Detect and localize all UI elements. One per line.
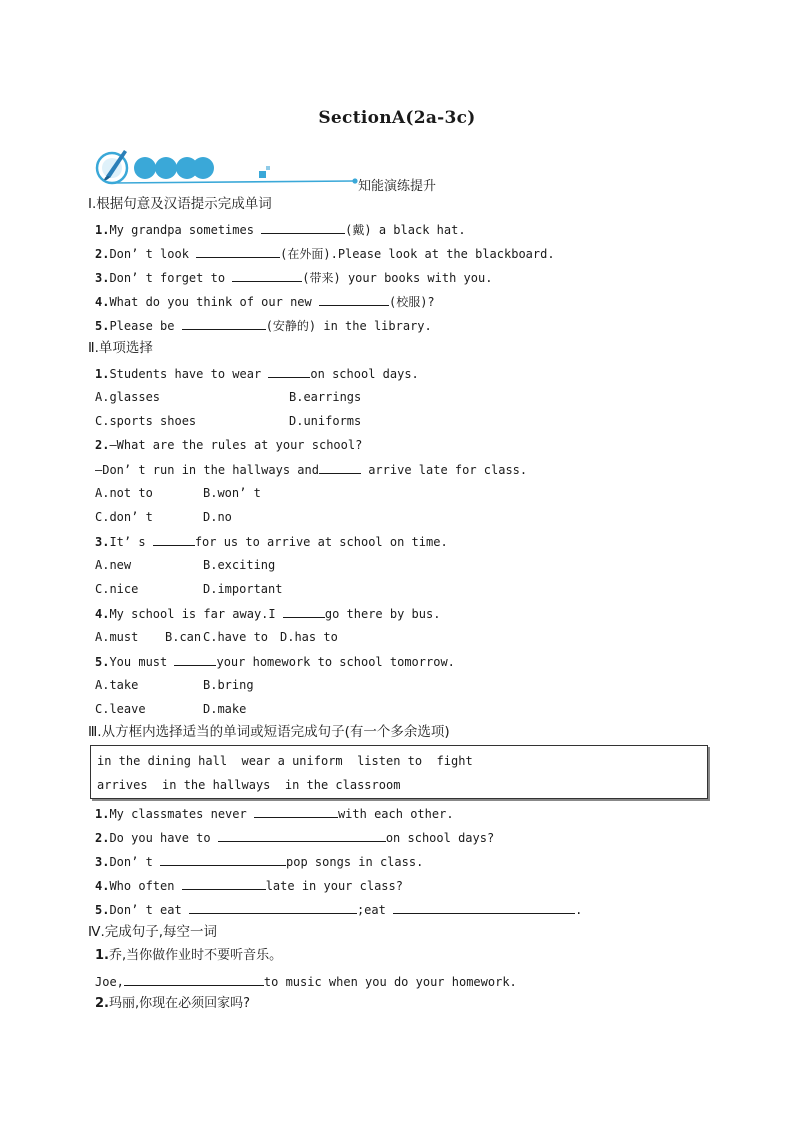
sec2-q4-option-d[interactable]: D.has to	[280, 630, 338, 644]
sec2-q2: 2.—What are the rules at your school?	[95, 438, 363, 452]
sec3-item-1: 1.My classmates never with each other.	[95, 807, 454, 821]
sec2-q3-option-c[interactable]: C.nice	[95, 582, 139, 596]
sec2-q2-option-d[interactable]: D.no	[203, 510, 232, 524]
answer-blank[interactable]	[196, 245, 280, 258]
sec2-q5-option-c[interactable]: C.leave	[95, 702, 146, 716]
sec1-item-4: 4.What do you think of our new (校服)?	[95, 295, 435, 309]
sec2-q1-option-d[interactable]: D.uniforms	[289, 414, 362, 428]
section-2-heading: Ⅱ.单项选择	[88, 340, 153, 356]
sec2-q5-option-b[interactable]: B.bring	[203, 678, 254, 692]
banner-end-dot	[352, 178, 357, 183]
word-bank-box	[90, 745, 708, 799]
sec2-q2-option-b[interactable]: B.won’ t	[203, 486, 261, 500]
sec2-q1-option-b[interactable]: B.earrings	[289, 390, 362, 404]
sec2-q4-option-c[interactable]: C.have to	[203, 630, 269, 644]
banner-square-1	[259, 171, 266, 178]
answer-blank[interactable]	[174, 653, 216, 666]
sec4-q1-chinese: 1.乔,当你做作业时不要听音乐。	[95, 948, 283, 963]
sec1-item-2: 2.Don’ t look (在外面).Please look at the blackboard.	[95, 247, 555, 261]
sec2-q5-option-d[interactable]: D.make	[203, 702, 247, 716]
sec2-q3: 3.It’ s for us to arrive at school on time.	[95, 535, 448, 549]
answer-blank[interactable]	[283, 605, 325, 618]
sec1-item-1: 1.My grandpa sometimes (戴) a black hat.	[95, 223, 466, 237]
answer-blank[interactable]	[268, 365, 310, 378]
answer-blank[interactable]	[124, 973, 264, 986]
sec2-q4-option-b[interactable]: B.can	[165, 630, 202, 644]
answer-blank[interactable]	[319, 293, 389, 306]
answer-blank[interactable]	[218, 829, 386, 842]
sec3-item-4: 4.Who often late in your class?	[95, 879, 403, 893]
section-3-heading: Ⅲ.从方框内选择适当的单词或短语完成句子(有一个多余选项)	[88, 724, 450, 740]
section-1-heading: Ⅰ.根据句意及汉语提示完成单词	[88, 196, 272, 212]
sec2-q4-option-a[interactable]: A.must	[95, 630, 139, 644]
page-title: SectionA(2a-3c)	[318, 108, 476, 128]
sec2-q3-option-d[interactable]: D.important	[203, 582, 283, 596]
word-bank-row-2: arrives in the hallways in the classroom	[97, 778, 401, 792]
sec2-q1-option-c[interactable]: C.sports shoes	[95, 414, 197, 428]
sec2-q2-line2: —Don’ t run in the hallways and arrive late for class.	[95, 463, 528, 477]
sec1-item-3: 3.Don’ t forget to (带来) your books with you.	[95, 271, 493, 285]
sec4-q2-chinese: 2.玛丽,你现在必须回家吗?	[95, 996, 251, 1011]
sec2-q1-option-a[interactable]: A.glasses	[95, 390, 161, 404]
answer-blank[interactable]	[160, 853, 286, 866]
sec1-item-5: 5.Please be (安静的) in the library.	[95, 319, 432, 333]
sec4-q1-sentence: Joe, to music when you do your homework.	[95, 975, 517, 989]
sec2-q4: 4.My school is far away.I go there by bus.	[95, 607, 441, 621]
sec3-item-2: 2.Do you have to on school days?	[95, 831, 495, 845]
sec3-item-5: 5.Don’ t eat ;eat .	[95, 903, 583, 917]
sec2-q2-option-a[interactable]: A.not to	[95, 486, 153, 500]
sec2-q2-option-c[interactable]: C.don’ t	[95, 510, 153, 524]
answer-blank[interactable]	[182, 877, 266, 890]
answer-blank[interactable]	[393, 901, 575, 914]
sec2-q3-option-b[interactable]: B.exciting	[203, 558, 276, 572]
answer-blank[interactable]	[254, 805, 338, 818]
answer-blank[interactable]	[319, 461, 361, 474]
sec2-q3-option-a[interactable]: A.new	[95, 558, 132, 572]
answer-blank[interactable]	[232, 269, 302, 282]
banner-dot-1	[134, 157, 156, 179]
sec2-q5-option-a[interactable]: A.take	[95, 678, 139, 692]
answer-blank[interactable]	[153, 533, 195, 546]
banner-dot-4	[192, 157, 214, 179]
sec3-item-3: 3.Don’ t pop songs in class.	[95, 855, 424, 869]
banner-square-2	[266, 166, 270, 170]
answer-blank[interactable]	[182, 317, 266, 330]
banner-label: 知能演练提升	[358, 179, 437, 194]
word-bank-row-1: in the dining hall wear a uniform listen to fight	[97, 754, 473, 768]
brush-tip-icon	[104, 176, 110, 180]
sec2-q5: 5.You must your homework to school tomorrow.	[95, 655, 455, 669]
section-4-heading: Ⅳ.完成句子,每空一词	[88, 924, 218, 940]
sec2-q1: 1.Students have to wear on school days.	[95, 367, 419, 381]
answer-blank[interactable]	[261, 221, 345, 234]
banner-dot-2	[155, 157, 177, 179]
answer-blank[interactable]	[189, 901, 357, 914]
banner-underline	[112, 181, 354, 183]
